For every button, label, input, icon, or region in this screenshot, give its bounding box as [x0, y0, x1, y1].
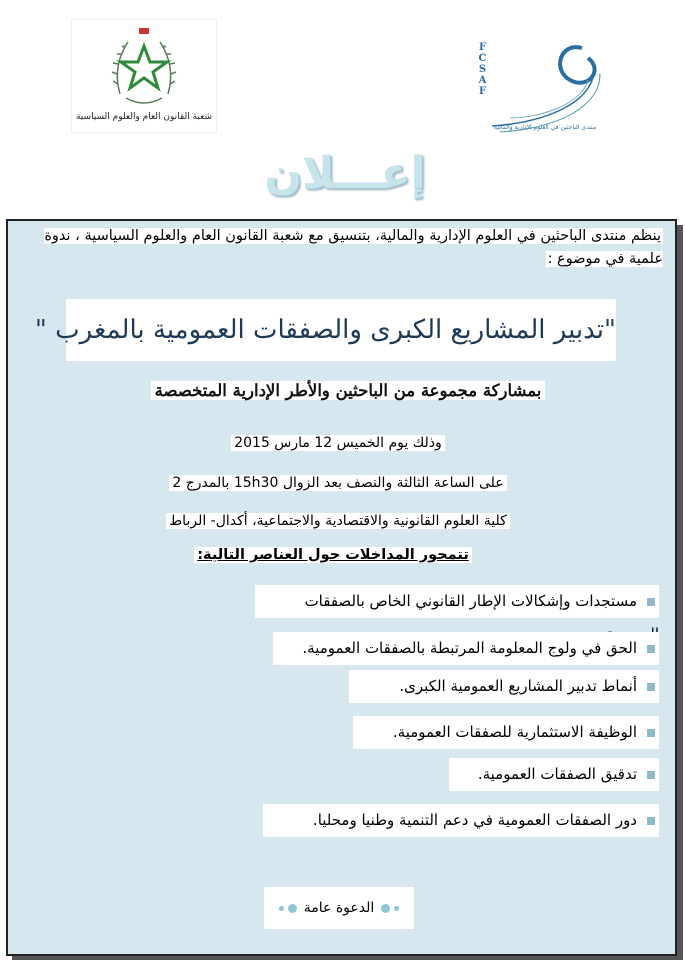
theme-item — [449, 758, 659, 791]
forum-logo-caption: منتدى الباحثين في العلوم الإدارية والمالية — [494, 124, 597, 131]
square-bullet-icon — [647, 683, 655, 691]
square-bullet-icon — [647, 645, 655, 653]
location-line — [68, 513, 608, 529]
square-bullet-icon — [647, 817, 655, 825]
dot-icon — [288, 904, 297, 913]
forum-swirl-logo-icon — [470, 40, 610, 136]
announcement-frame — [6, 219, 677, 956]
theme-text: الحق في ولوج المعلومة المرتبطة بالصفقات العمومية. — [302, 639, 637, 657]
theme-item — [255, 585, 659, 618]
department-logo-caption: شعبة القانون العام والعلوم السياسية — [75, 112, 212, 122]
theme-text: مستجدات وإشكالات الإطار القانوني الخاص بالصفقات — [304, 592, 637, 610]
square-bullet-icon — [647, 771, 655, 779]
forum-acronym: FCSAF — [477, 42, 488, 97]
participation-line — [148, 381, 548, 400]
themes-heading-text: تتمحور المداخلات حول العناصر التالية: — [194, 547, 472, 563]
theme-item — [263, 804, 659, 837]
dot-icon — [279, 906, 284, 911]
themes-heading — [158, 547, 508, 563]
star-wreath-emblem-icon — [110, 24, 178, 108]
seminar-topic: "تدبير المشاريع الكبرى والصفقات العمومية بالمغرب " — [66, 299, 616, 361]
theme-item — [353, 716, 659, 749]
theme-item — [273, 632, 659, 665]
intro-paragraph — [29, 225, 663, 271]
square-bullet-icon — [647, 598, 655, 606]
theme-text: تدقيق الصفقات العمومية. — [477, 765, 637, 783]
invitation-box — [264, 887, 414, 929]
date-line — [68, 435, 608, 451]
department-logo — [72, 20, 216, 132]
invitation-text: الدعوة عامة — [303, 900, 375, 916]
dot-icon — [394, 906, 399, 911]
forum-logo — [470, 40, 610, 136]
theme-item — [349, 670, 659, 703]
time-line — [68, 475, 608, 491]
theme-text: دور الصفقات العمومية في دعم التنمية وطنيا ومحليا. — [312, 811, 637, 829]
theme-text: أنماط تدبير المشاريع العمومية الكبرى. — [399, 677, 637, 695]
time-text: على الساعة الثالثة والنصف بعد الزوال 15h30 بالمدرج 2 — [169, 475, 506, 491]
dot-icon — [381, 904, 390, 913]
date-text: وذلك يوم الخميس 12 مارس 2015 — [231, 435, 445, 451]
square-bullet-icon — [647, 729, 655, 737]
intro-text: ينظم منتدى الباحثين في العلوم الإدارية والمالية، بتنسيق مع شعبة القانون العام والعلوم السياسية ، ندوة علمية في موضوع : — [44, 228, 663, 267]
theme-text: الوظيفة الاستثمارية للصفقات العمومية. — [392, 723, 637, 741]
announcement-title: إعـــلان — [264, 148, 426, 199]
location-text: كلية العلوم القانونية والاقتصادية والاجتماعية، أكدال- الرباط — [166, 513, 510, 529]
participation-text: بمشاركة مجموعة من الباحثين والأطر الإدارية المتخصصة — [151, 381, 546, 400]
